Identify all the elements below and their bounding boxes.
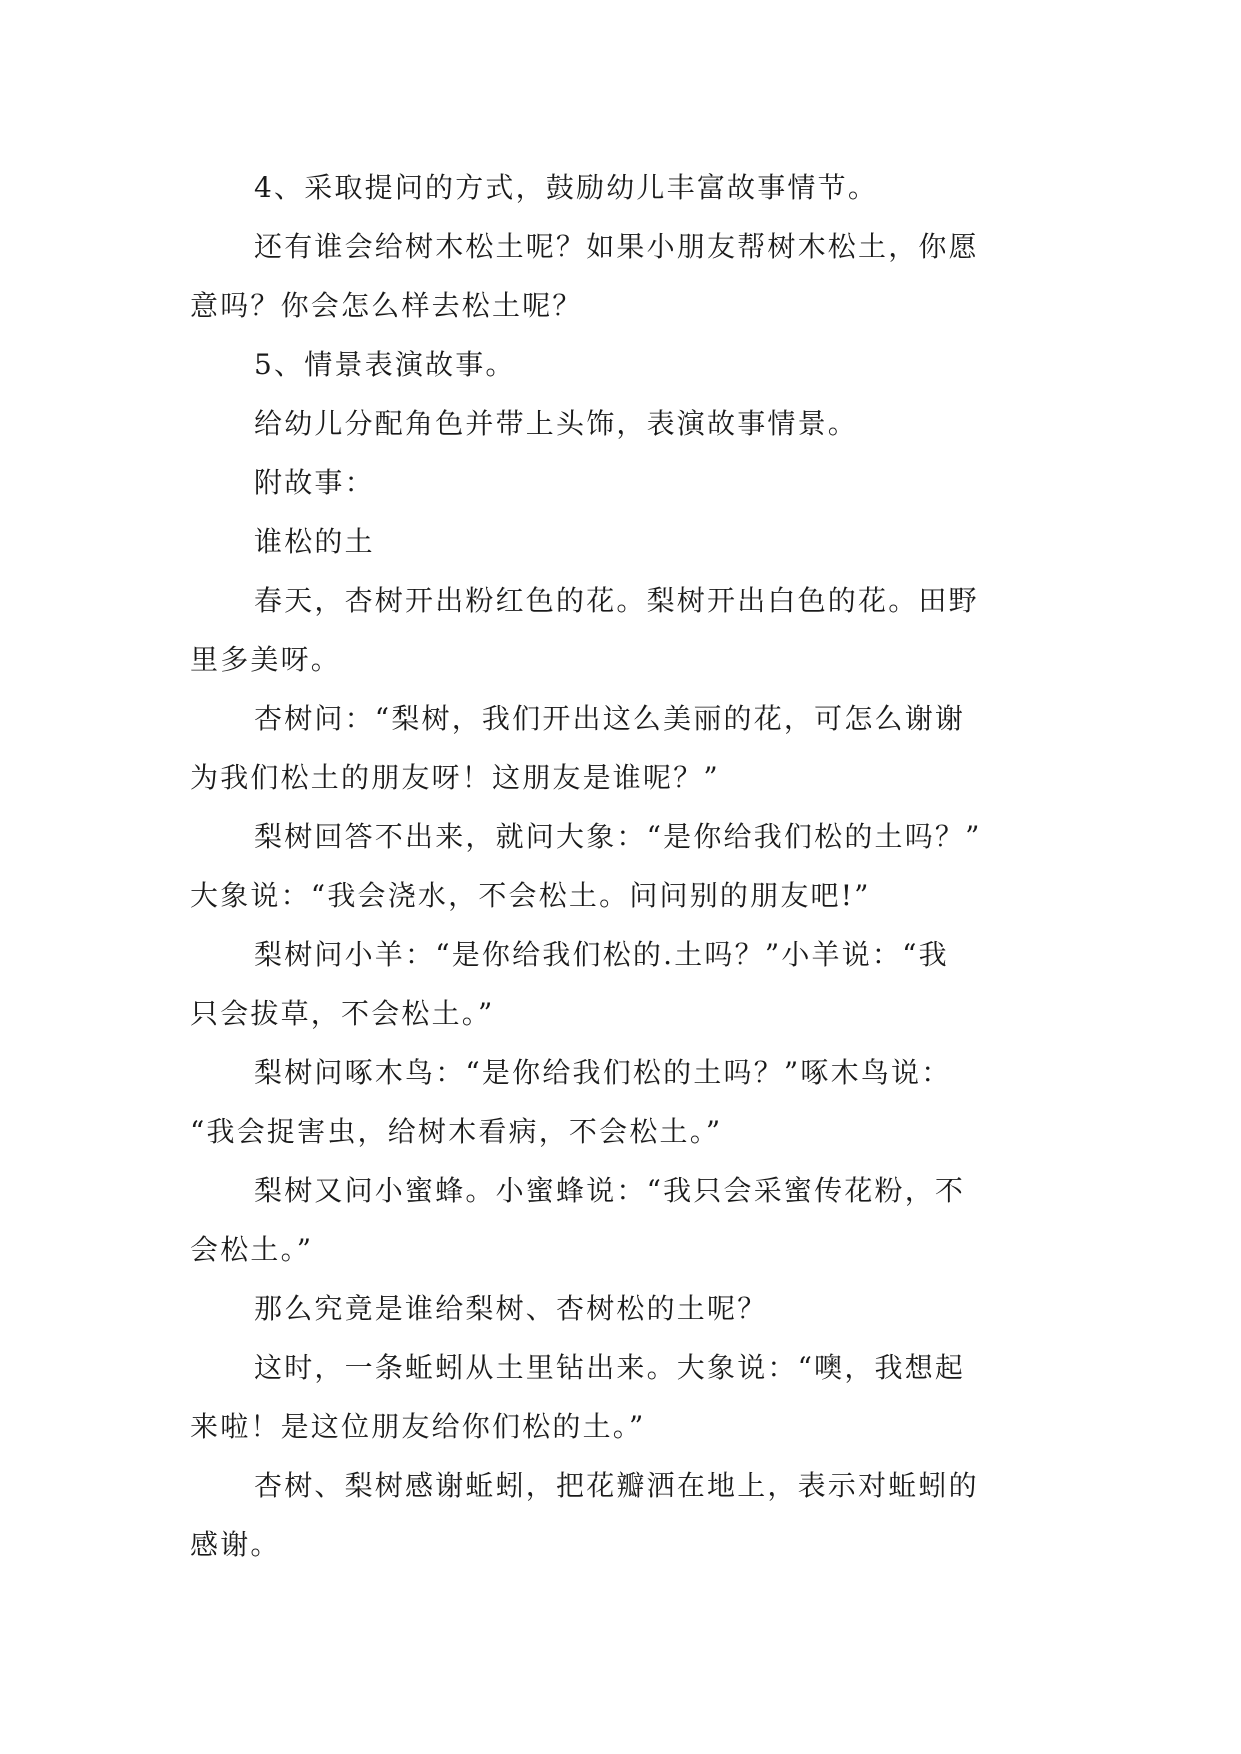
story-paragraph: 梨树问小羊：“是你给我们松的.土吗？”小羊说：“我 只会拔草，不会松土。” bbox=[190, 938, 949, 1030]
document-body bbox=[190, 158, 1055, 1574]
story-paragraph: 杏树问：“梨树，我们开出这么美丽的花，可怎么谢谢 为我们松土的朋友呀！这朋友是谁呢？” bbox=[190, 702, 966, 794]
paragraph-appendix-label: 附故事： bbox=[254, 466, 375, 499]
paragraph-step-4: 4、采取提问的方式，鼓励幼儿丰富故事情节。 bbox=[254, 171, 879, 204]
paragraph-roles: 给幼儿分配角色并带上头饰，表演故事情景。 bbox=[254, 407, 859, 440]
story-paragraph: 梨树回答不出来，就问大象：“是你给我们松的土吗？” 大象说：“我会浇水，不会松土。问问别的朋友吧!” bbox=[190, 820, 982, 912]
story-paragraph: 梨树问啄木鸟：“是你给我们松的土吗？”啄木鸟说： “我会捉害虫，给树木看病，不会松土。” bbox=[190, 1056, 952, 1148]
story-paragraph: 杏树、梨树感谢蚯蚓，把花瓣洒在地上，表示对蚯蚓的 感谢。 bbox=[190, 1469, 979, 1561]
story-paragraph: 那么究竟是谁给梨树、杏树松的土呢？ bbox=[254, 1292, 768, 1325]
story-paragraph: 这时，一条蚯蚓从土里钻出来。大象说：“噢，我想起 来啦！是这位朋友给你们松的土。” bbox=[190, 1351, 966, 1443]
paragraph-question: 还有谁会给树木松土呢？如果小朋友帮树木松土，你愿 意吗？你会怎么样去松土呢？ bbox=[190, 230, 979, 322]
story-paragraph: 春天，杏树开出粉红色的花。梨树开出白色的花。田野 里多美呀。 bbox=[190, 584, 979, 676]
paragraph-step-5: 5、情景表演故事。 bbox=[254, 348, 516, 381]
story-paragraph: 梨树又问小蜜蜂。小蜜蜂说：“我只会采蜜传花粉，不 会松土。” bbox=[190, 1174, 966, 1266]
story-title: 谁松的土 bbox=[254, 525, 375, 558]
